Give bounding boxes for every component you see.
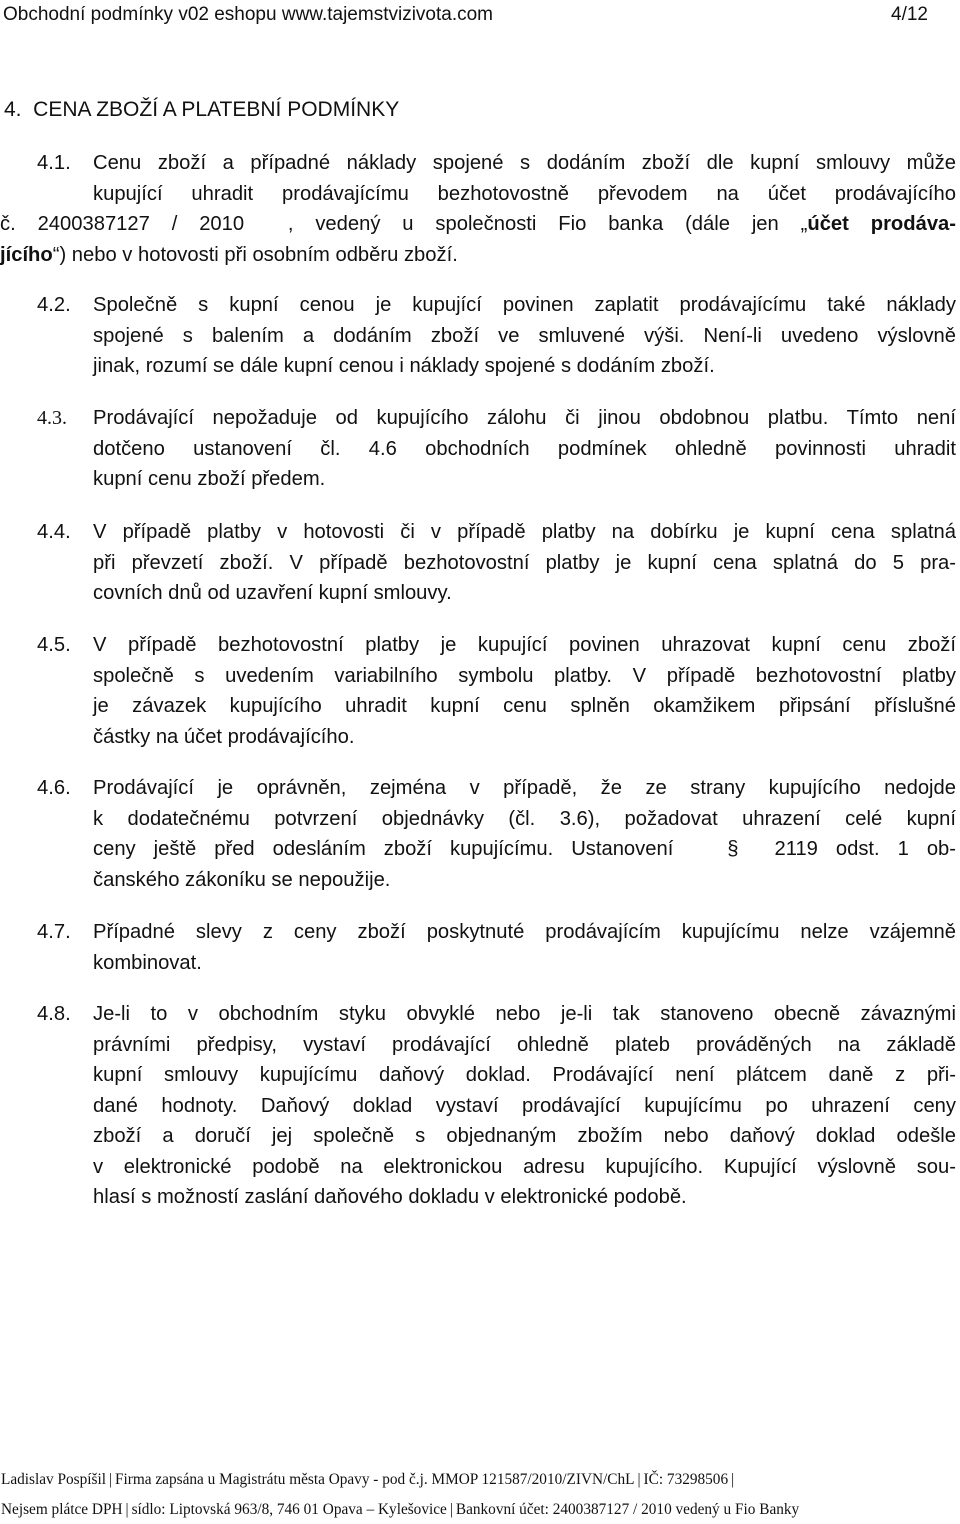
- clause-number: 4.4.: [37, 521, 71, 543]
- account-term: účet prodáva-: [807, 213, 956, 235]
- clause-text: V případě platby v hotovosti či v případě platby na dobírku je kupní cena splatná při převzetí zboží. V případě bezhotovostní platby je kupní cena splatná do 5 pra- covních dnů od uzavření kupní smlouvy.: [93, 521, 956, 604]
- clause-number: 4.7.: [37, 921, 71, 943]
- footer-line-2: Nejsem plátce DPH | sídlo: Liptovská 963/8, 746 01 Opava – Kylešovice | Bankovní účet: 2400387127 / 2010 vedený u Fio Banky: [1, 1501, 800, 1518]
- page-number: 4/12: [891, 4, 928, 25]
- section-sign: §: [727, 838, 739, 860]
- section-heading: 4. CENA ZBOŽÍ A PLATEBNÍ PODMÍNKY: [4, 98, 400, 121]
- clause-number: 4.3.: [37, 407, 67, 429]
- footer-line-1: Ladislav Pospíšil | Firma zapsána u Magistrátu města Opavy - pod č.j. MMOP 121587/2010/ZIVN/ChL | IČ: 73298506 |: [1, 1471, 735, 1488]
- clause-text: Společně s kupní cenou je kupující povinen zaplatit prodávajícímu také náklady spojené s balením a dodáním zboží ve smluvené výši. Není-li uvedeno výslovně jinak, rozumí se dále kupní cenou i náklady spojené s dodáním zboží.: [93, 294, 956, 377]
- clause-text: Cenu zboží a případné náklady spojené s dodáním zboží dle kupní smlouvy může kupující uhradit prodávajícímu bezhotovostně převodem na účet prodávajícího č. 2400387127 / 2010 , vedený u společnosti Fio banka (dále jen „účet prodáva- jícího“) nebo v hotovosti při osobním odběru zboží.: [0, 152, 956, 266]
- clause-number: 4.2.: [37, 294, 71, 316]
- clause-text: Prodávající nepožaduje od kupujícího zálohu či jinou obdobnou platbu. Tímto není dotčeno ustanovení čl. 4.6 obchodních podmínek ohledně povinnosti uhradit kupní cenu zboží předem.: [93, 407, 956, 490]
- clause-text: Prodávající je oprávněn, zejména v případě, že ze strany kupujícího nedojde k dodatečnému potvrzení objednávky (čl. 3.6), požadovat uhrazení celé kupní ceny ještě před odesláním zboží kupujícímu. Ustanovení § 2119 odst. 1 ob- čanského zákoníku se nepoužije.: [93, 777, 957, 891]
- clause-number: 4.8.: [37, 1003, 71, 1025]
- clause-number: 4.1.: [37, 152, 71, 174]
- clause-text: Je-li to v obchodním styku obvyklé nebo je-li tak stanoveno obecně závaznými právními předpisy, vystaví prodávající ohledně plateb prováděných na základě kupní smlouvy kupujícímu daňový doklad. Prodávající není plátcem daně z při- dané hodnoty. Daňový doklad vystaví prodávající kupujícímu po uhrazení ceny zboží a doručí jej společně s objednaným zbožím nebo daňový doklad odešle v elektronické podobě na elektronickou adresu kupujícího. Kupující výslovně sou- hlasí s možností zaslání daňového dokladu v elektronické podobě.: [93, 1003, 956, 1208]
- clause-text: Případné slevy z ceny zboží poskytnuté prodávajícím kupujícímu nelze vzájemně kombinovat.: [93, 921, 956, 974]
- page-header: [3, 2, 958, 28]
- document-title: Obchodní podmínky v02 eshopu www.tajemstvizivota.com: [3, 4, 494, 25]
- clause-number: 4.6.: [37, 777, 71, 799]
- clause-text: V případě bezhotovostní platby je kupující povinen uhrazovat kupní cenu zboží společně s uvedením variabilního symbolu platby. V případě bezhotovostní platby je závazek kupujícího uhradit kupní cenu splněn okamžikem připsání příslušné částky na účet prodávajícího.: [93, 634, 956, 748]
- clause-number: 4.5.: [37, 634, 71, 656]
